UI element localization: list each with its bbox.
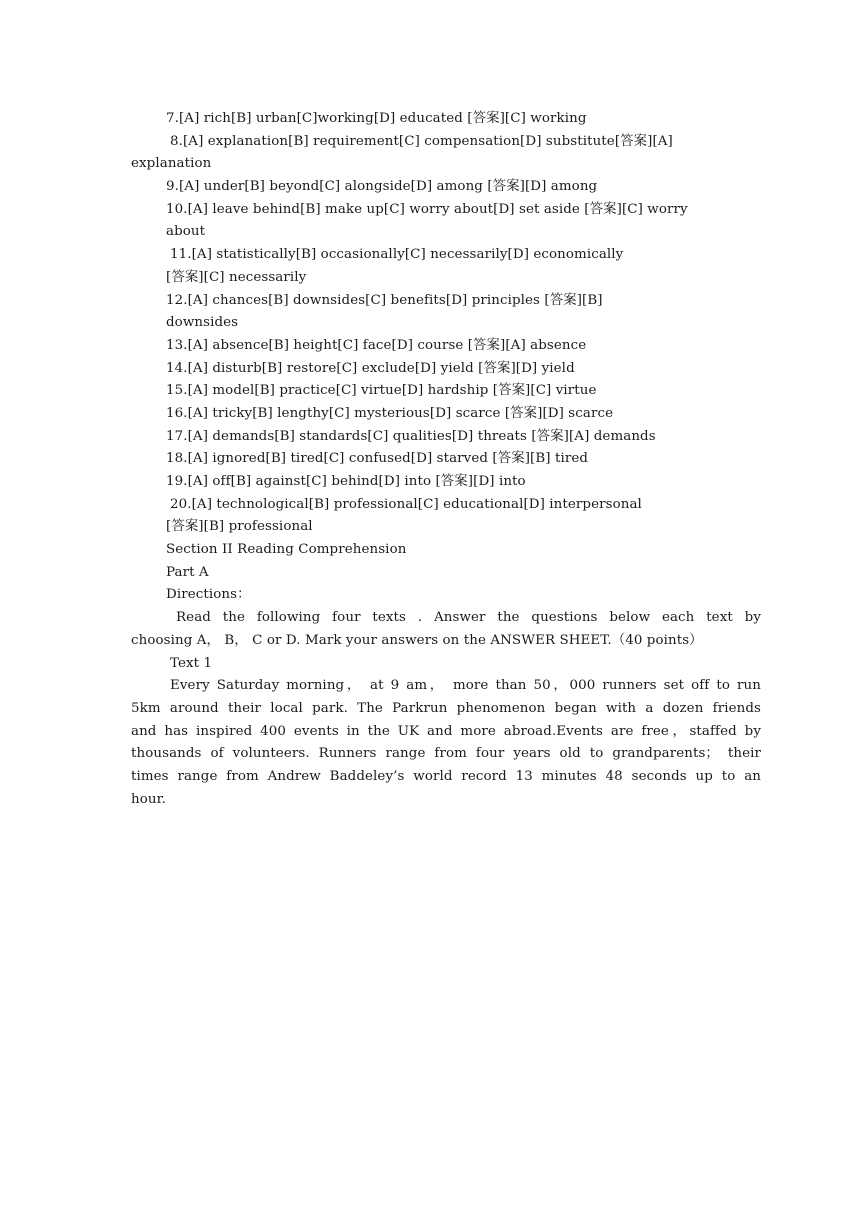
question-10: 10.[A] leave behind[B] make up[C] worry about[D] set aside [答案][C] worry <box>166 201 688 217</box>
question-12-continued: downsides <box>166 315 239 331</box>
question-8: 8.[A] explanation[B] requirement[C] compensation[D] substitute[答案][A] <box>170 133 673 149</box>
passage-line-2: 5km around their local park. The Parkrun phenomenon began with a dozen friends <box>131 700 761 716</box>
question-9: 9.[A] under[B] beyond[C] alongside[D] among [答案][D] among <box>166 179 598 195</box>
question-14: 14.[A] disturb[B] restore[C] exclude[D] yield [答案][D] yield <box>166 360 575 376</box>
question-17: 17.[A] demands[B] standards[C] qualities[D] threats [答案][A] demands <box>166 428 656 444</box>
question-11: 11.[A] statistically[B] occasionally[C] necessarily[D] economically <box>170 247 624 263</box>
passage-line-4: thousands of volunteers. Runners range from four years old to grandparents； their <box>131 746 761 762</box>
question-18: 18.[A] ignored[B] tired[C] confused[D] starved [答案][B] tired <box>166 451 589 467</box>
question-10-continued: about <box>166 224 206 240</box>
question-12: 12.[A] chances[B] downsides[C] benefits[D] principles [答案][B] <box>166 292 603 308</box>
passage-line-1: Every Saturday morning， at 9 am， more than 50，000 runners set off to run <box>170 678 761 694</box>
text-1-heading: Text 1 <box>170 655 213 671</box>
question-13: 13.[A] absence[B] height[C] face[D] course [答案][A] absence <box>166 337 587 353</box>
question-15: 15.[A] model[B] practice[C] virtue[D] hardship [答案][C] virtue <box>166 383 597 399</box>
question-11-continued: [答案][C] necessarily <box>166 269 307 285</box>
passage-line-6: hour. <box>131 791 166 807</box>
directions-line-1: Read the following four texts . Answer the questions below each text by <box>176 610 761 626</box>
passage-line-5: times range from Andrew Baddeley’s world record 13 minutes 48 seconds up to an <box>131 768 761 784</box>
question-16: 16.[A] tricky[B] lengthy[C] mysterious[D] scarce [答案][D] scarce <box>166 405 614 421</box>
section-heading: Section II Reading Comprehension <box>166 542 407 558</box>
question-8-continued: explanation <box>131 156 212 172</box>
directions-line-2: choosing A， B， C or D. Mark your answers on the ANSWER SHEET.（40 points） <box>131 632 703 648</box>
question-19: 19.[A] off[B] against[C] behind[D] into [答案][D] into <box>166 474 526 489</box>
question-20-continued: [答案][B] professional <box>166 519 313 535</box>
part-heading: Part A <box>166 564 209 580</box>
question-7: 7.[A] rich[B] urban[C]working[D] educated [答案][C] working <box>166 111 587 126</box>
question-20: 20.[A] technological[B] professional[C] educational[D] interpersonal <box>170 496 642 512</box>
directions-label: Directions： <box>166 587 251 603</box>
document-body <box>131 108 761 811</box>
passage-line-3: and has inspired 400 events in the UK and more abroad.Events are free，staffed by <box>131 723 761 739</box>
